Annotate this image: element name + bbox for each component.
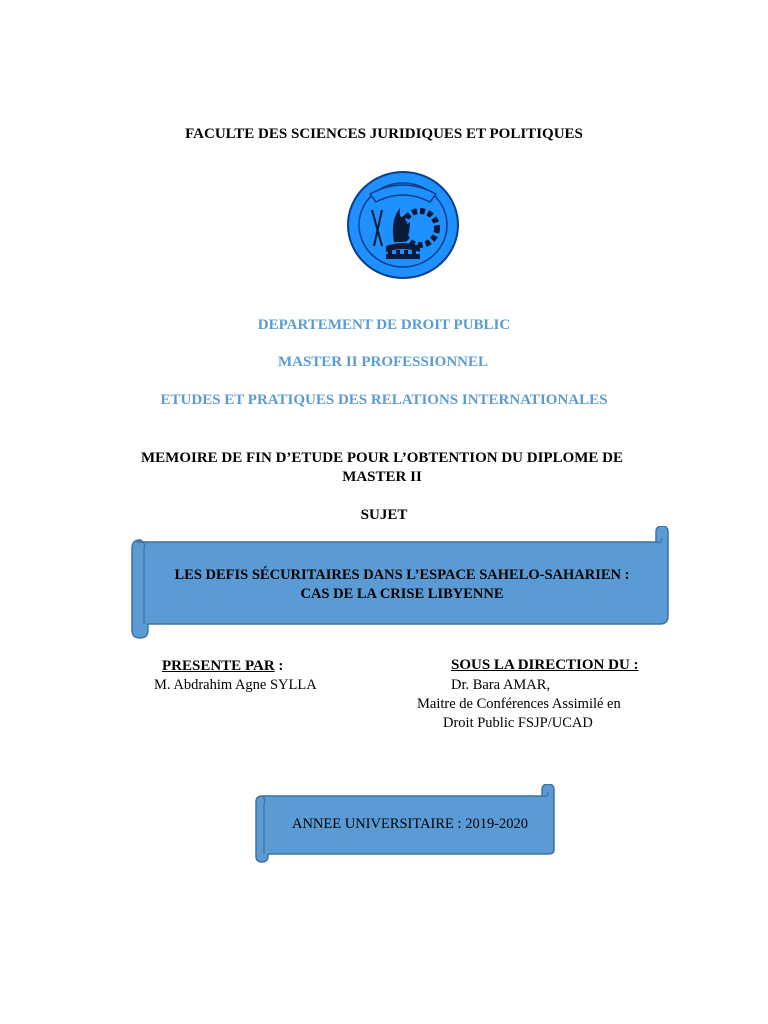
subject-label: SUJET [360,507,408,523]
presented-by-label: PRESENTE PAR [162,658,275,674]
supervisor-name: Dr. Bara AMAR, [451,677,551,693]
presented-by-colon: : [274,658,284,674]
master-program-title: MASTER II PROFESSIONNEL [277,354,489,370]
subject-title [148,566,656,604]
academic-year: ANNEE UNIVERSITAIRE : 2019-2020 [291,816,529,832]
supervisor-title-line-1: Maitre de Conférences Assimilé en [417,696,621,712]
subject-scroll-banner [128,526,670,640]
author-name: M. Abdrahim Agne SYLLA [154,677,317,693]
supervision-label: SOUS LA DIRECTION DU : [451,657,639,673]
faculty-title: FACULTE DES SCIENCES JURIDIQUES ET POLITIQUES [185,126,583,142]
academic-year-scroll-banner [252,784,556,864]
presented-by-heading [162,657,283,675]
supervisor-title-line-2: Droit Public FSJP/UCAD [443,715,593,731]
subject-line-2: CAS DE LA CRISE LIBYENNE [300,586,504,602]
department-title: DEPARTEMENT DE DROIT PUBLIC [257,317,511,333]
specialty-title: ETUDES ET PRATIQUES DES RELATIONS INTERNATIONALES [160,392,608,408]
subject-line-1: LES DEFIS SÉCURITAIRES DANS L’ESPACE SAHELO-SAHARIEN : [174,567,630,583]
memoire-line-2: MASTER II [342,469,422,485]
university-logo [346,170,460,280]
memoire-line-1: MEMOIRE DE FIN D’ETUDE POUR L’OBTENTION DU DIPLOME DE [141,450,623,466]
university-seal-icon [346,170,460,280]
memoire-heading [0,449,766,487]
